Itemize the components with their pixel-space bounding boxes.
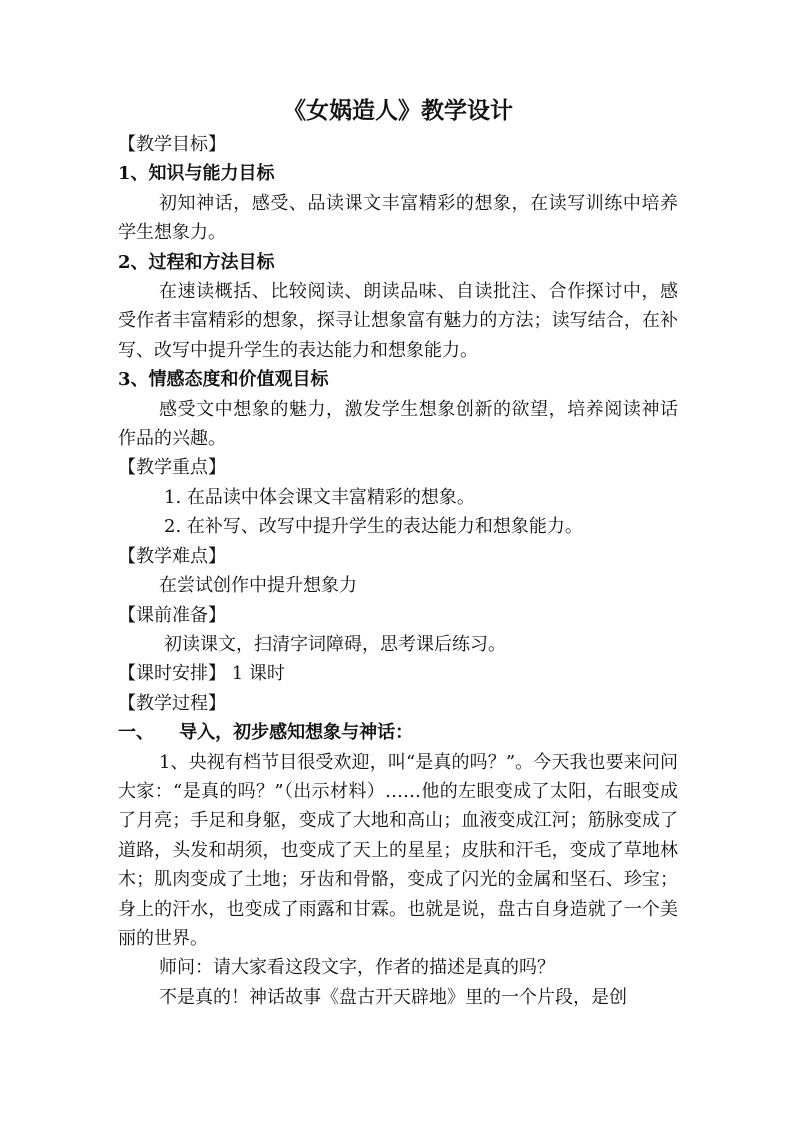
schedule-value: 1 课时 (226, 663, 285, 685)
key-point-item-2: 2. 在补写、改写中提升学生的表达能力和想象能力。 (164, 516, 583, 538)
document-title: 《女娲造人》教学设计 (283, 97, 513, 124)
document-page (118, 92, 678, 1012)
step1-heading: 一、 导入，初步感知想象与神话： (118, 722, 414, 744)
step1-paragraph-3: 不是真的！神话故事《盘古开天辟地》里的一个片段，是创 (159, 986, 627, 1008)
schedule-line (118, 659, 678, 688)
preparation-heading: 【课前准备】 (118, 604, 226, 626)
goal3-heading: 3、情感态度和价值观目标 (118, 369, 329, 391)
step1-paragraph-2: 师问：请大家看这段文字，作者的描述是真的吗？ (159, 957, 555, 979)
key-point-item-1: 1. 在品读中体会课文丰富精彩的想象。 (164, 486, 475, 508)
difficulty-text: 在尝试创作中提升想象力 (159, 575, 357, 597)
preparation-text: 初读课文，扫清字词障碍，思考课后练习。 (164, 633, 506, 655)
goals-heading: 【教学目标】 (118, 134, 226, 155)
step1-paragraph-1: 1、央视有档节目很受欢迎，叫“是真的吗？”。今天我也要来问问大家：“是真的吗？”（出示材料）……他的左眼变成了太阳，右眼变成了月亮；手足和身躯，变成了大地和高山；血液变成江河；筋脉变成了道路，头发和胡须，也变成了天上的星星；皮肤和汗毛，变成了草地林木；肌肉变成了土地；牙齿和骨骼，变成了闪光的金属和坚石、珍宝；身上的汗水，也变成了雨露和甘霖。也就是说，盘古自身造就了一个美丽的世界。 (118, 751, 678, 949)
goal3-text: 感受文中想象的魅力，激发学生想象创新的欲望，培养阅读神话作品的兴趣。 (118, 398, 678, 450)
goal2-text: 在速读概括、比较阅读、朗读品味、自读批注、合作探讨中，感受作者丰富精彩的想象，探寻让想象富有魅力的方法；读写结合，在补写、改写中提升学生的表达能力和想象能力。 (118, 281, 678, 361)
goal1-heading: 1、知识与能力目标 (118, 163, 275, 185)
difficulty-heading: 【教学难点】 (118, 545, 226, 567)
key-points-heading: 【教学重点】 (118, 457, 226, 479)
schedule-label: 【课时安排】 (118, 663, 226, 685)
process-heading: 【教学过程】 (118, 692, 226, 714)
goal1-text: 初知神话，感受、品读课文丰富精彩的想象，在读写训练中培养学生想象力。 (118, 192, 678, 244)
goal2-heading: 2、过程和方法目标 (118, 251, 275, 273)
